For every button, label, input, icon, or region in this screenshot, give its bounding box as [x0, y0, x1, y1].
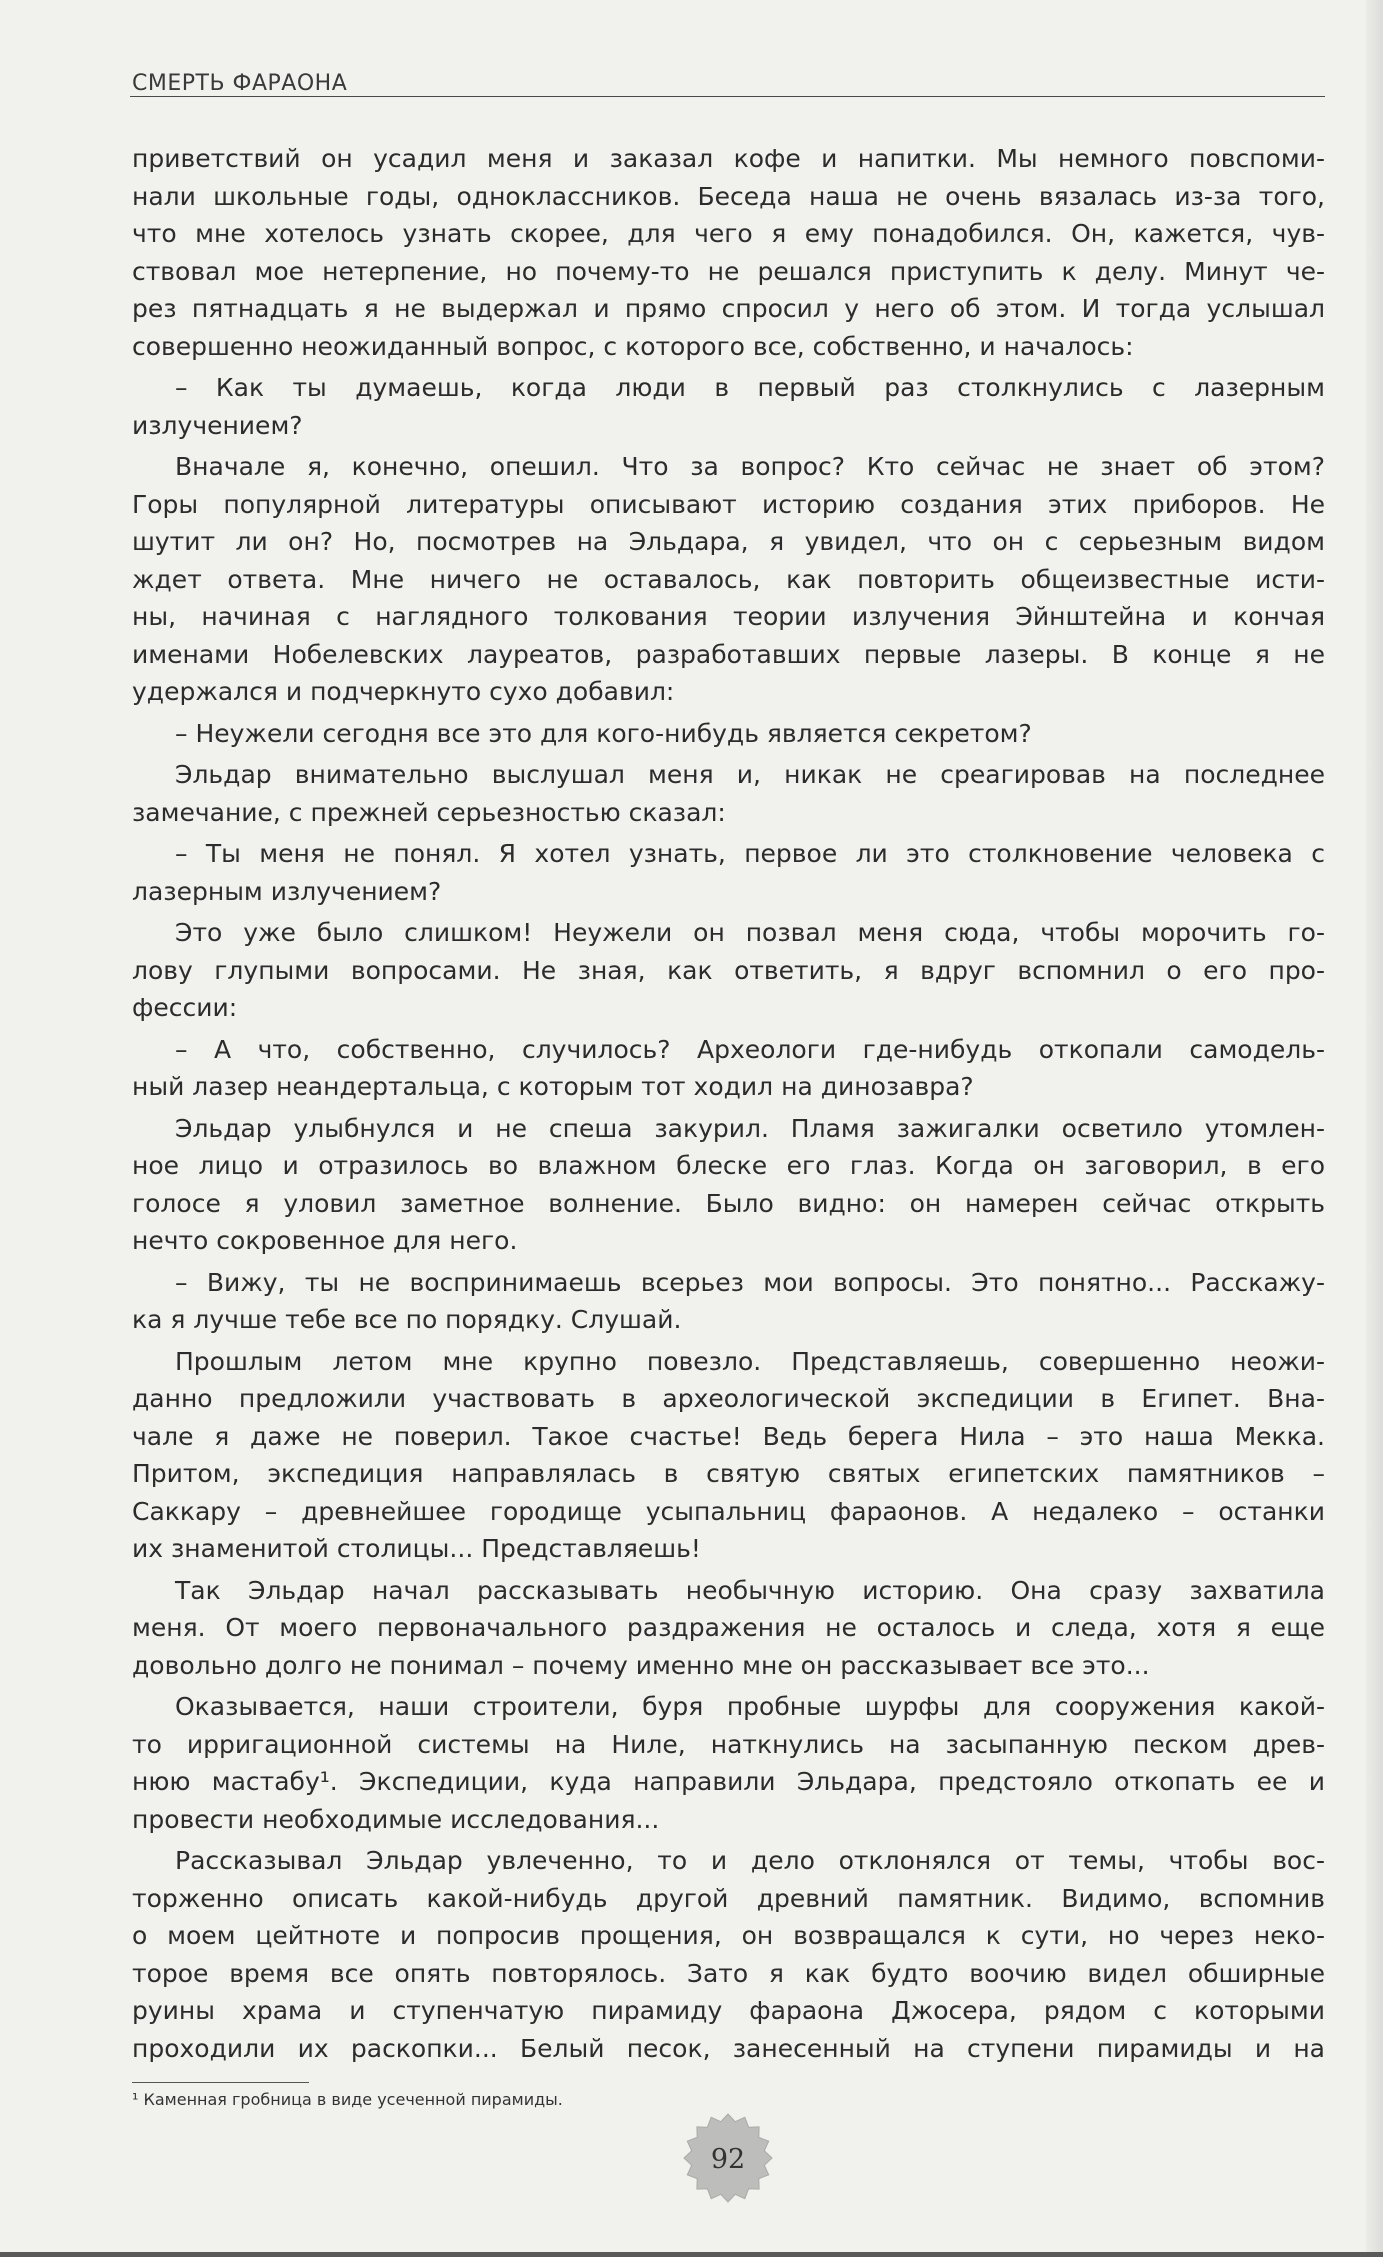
- text-line: приветствий он усадил меня и заказал кофе и напитки. Мы немного повспоми-: [132, 144, 1325, 173]
- text-line: Саккару – древнейшее городище усыпальниц фараонов. А недалеко – останки: [132, 1496, 1325, 1526]
- text-line: Притом, экспедиция направлялась в святую святых египетских памятников –: [132, 1459, 1325, 1488]
- text-line: рез пятнадцать я не выдержал и прямо спросил у него об этом. И тогда услышал: [132, 294, 1325, 323]
- text-line: – Неужели сегодня все это для кого-нибудь является секретом?: [175, 718, 1032, 748]
- paragraph: [132, 369, 1325, 444]
- text-line: о моем цейтноте и попросив прощения, он возвращался к сути, но через неко-: [132, 1921, 1325, 1950]
- text-line: ный лазер неандертальца, с которым тот ходил на динозавра?: [132, 1072, 974, 1101]
- text-line: удержался и подчеркнуто сухо добавил:: [132, 677, 675, 706]
- text-line: их знаменитой столицы... Представляешь!: [132, 1534, 701, 1563]
- page-number-text: 92: [710, 2144, 746, 2175]
- text-line: Эльдар внимательно выслушал меня и, никак не среагировав на последнее: [175, 760, 1325, 789]
- page-number-ornament: [683, 2113, 773, 2203]
- text-line: Вначале я, конечно, опешил. Что за вопрос? Кто сейчас не знает об этом?: [175, 452, 1325, 481]
- paragraph: [132, 835, 1325, 910]
- text-line: – Ты меня не понял. Я хотел узнать, первое ли это столкновение человека с: [175, 839, 1325, 868]
- text-line: Так Эльдар начал рассказывать необычную историю. Она сразу захватила: [175, 1575, 1325, 1605]
- page-number: [683, 2113, 773, 2203]
- paragraph: [132, 914, 1325, 1027]
- text-line: торженно описать какой-нибудь другой древний памятник. Видимо, вспомнив: [132, 1883, 1325, 1913]
- text-line: ствовал мое нетерпение, но почему-то не решался приступить к делу. Минут че-: [132, 256, 1325, 286]
- text-line: руины храма и ступенчатую пирамиду фараона Джосера, рядом с которыми: [132, 1996, 1325, 2025]
- paragraph: [132, 1031, 1325, 1106]
- scan-edge-bottom: [0, 2252, 1383, 2257]
- text-line: ка я лучше тебе все по порядку. Слушай.: [132, 1305, 682, 1334]
- text-line: лазерным излучением?: [132, 876, 442, 906]
- text-line: Это уже было слишком! Неужели он позвал меня сюда, чтобы морочить го-: [175, 918, 1325, 947]
- text-line: ждет ответа. Мне ничего не оставалось, как повторить общеизвестные исти-: [132, 564, 1325, 594]
- text-line: нюю мастабу¹. Экспедиции, куда направили Эльдара, предстояло откопать ее и: [132, 1767, 1325, 1796]
- paragraph: [132, 448, 1325, 711]
- text-line: Горы популярной литературы описывают историю создания этих приборов. Не: [132, 489, 1325, 519]
- text-line: ное лицо и отразилось во влажном блеске его глаз. Когда он заговорил, в его: [132, 1151, 1325, 1180]
- text-line: совершенно неожиданный вопрос, с которого все, собственно, и началось:: [132, 331, 1134, 361]
- footnote: ¹ Каменная гробница в виде усеченной пирамиды.: [132, 2090, 563, 2109]
- paragraph: [132, 1264, 1325, 1339]
- header-rule: [130, 96, 1325, 97]
- text-line: торое время все опять повторялось. Зато я как будто воочию видел обширные: [132, 1958, 1325, 1988]
- text-line: излучением?: [132, 410, 303, 440]
- text-line: нали школьные годы, одноклассников. Беседа наша не очень вязалась из-за того,: [132, 181, 1325, 211]
- text-line: ны, начиная с наглядного толкования теории излучения Эйнштейна и кончая: [132, 602, 1325, 631]
- footnote-rule: [132, 2082, 309, 2083]
- text-line: чале я даже не поверил. Такое счастье! Ведь берега Нила – это наша Мекка.: [132, 1421, 1325, 1451]
- scan-edge-right: [1366, 0, 1383, 2257]
- text-line: что мне хотелось узнать скорее, для чего я ему понадобился. Он, кажется, чув-: [132, 219, 1325, 248]
- text-line: Рассказывал Эльдар увлеченно, то и дело отклонялся от темы, чтобы вос-: [175, 1846, 1325, 1875]
- text-line: нечто сокровенное для него.: [132, 1226, 518, 1255]
- body-text: [132, 140, 1325, 2067]
- text-line: голосе я уловил заметное волнение. Было видно: он намерен сейчас открыть: [132, 1188, 1325, 1218]
- text-line: лову глупыми вопросами. Не зная, как ответить, я вдруг вспомнил о его про-: [132, 955, 1325, 985]
- text-line: – Как ты думаешь, когда люди в первый раз столкнулись с лазерным: [175, 373, 1325, 402]
- text-line: довольно долго не понимал – почему именно мне он рассказывает все это...: [132, 1650, 1150, 1680]
- text-line: меня. От моего первоначального раздражения не осталось и следа, хотя я еще: [132, 1613, 1325, 1642]
- text-line: замечание, с прежней серьезностью сказал:: [132, 797, 726, 827]
- paragraph: [132, 1572, 1325, 1685]
- text-line: провести необходимые исследования...: [132, 1804, 660, 1834]
- text-line: фессии:: [132, 993, 238, 1022]
- text-line: Оказывается, наши строители, буря пробные шурфы для сооружения какой-: [175, 1692, 1325, 1721]
- paragraph: [132, 1343, 1325, 1568]
- paragraph: [132, 756, 1325, 831]
- text-line: проходили их раскопки... Белый песок, занесенный на ступени пирамиды и на: [132, 2033, 1325, 2063]
- text-line: шутит ли он? Но, посмотрев на Эльдара, я увидел, что он с серьезным видом: [132, 527, 1325, 556]
- paragraph: [132, 715, 1325, 753]
- paragraph: [132, 1110, 1325, 1260]
- text-line: – А что, собственно, случилось? Археологи где-нибудь откопали самодель-: [175, 1034, 1325, 1064]
- text-line: то ирригационной системы на Ниле, наткнулись на засыпанную песком древ-: [132, 1729, 1325, 1759]
- paragraph: [132, 1688, 1325, 1838]
- text-line: – Вижу, ты не воспринимаешь всерьез мои вопросы. Это понятно... Расскажу-: [175, 1267, 1325, 1297]
- text-line: Эльдар улыбнулся и не спеша закурил. Пламя зажигалки осветило утомлен-: [175, 1113, 1325, 1143]
- paragraph: [132, 140, 1325, 365]
- text-line: именами Нобелевских лауреатов, разработавших первые лазеры. В конце я не: [132, 639, 1325, 669]
- text-line: Прошлым летом мне крупно повезло. Представляешь, совершенно неожи-: [175, 1346, 1325, 1376]
- running-head: СМЕРТЬ ФАРАОНА: [132, 71, 348, 96]
- text-line: данно предложили участвовать в археологической экспедиции в Египет. Вна-: [132, 1384, 1325, 1413]
- paragraph: [132, 1842, 1325, 2067]
